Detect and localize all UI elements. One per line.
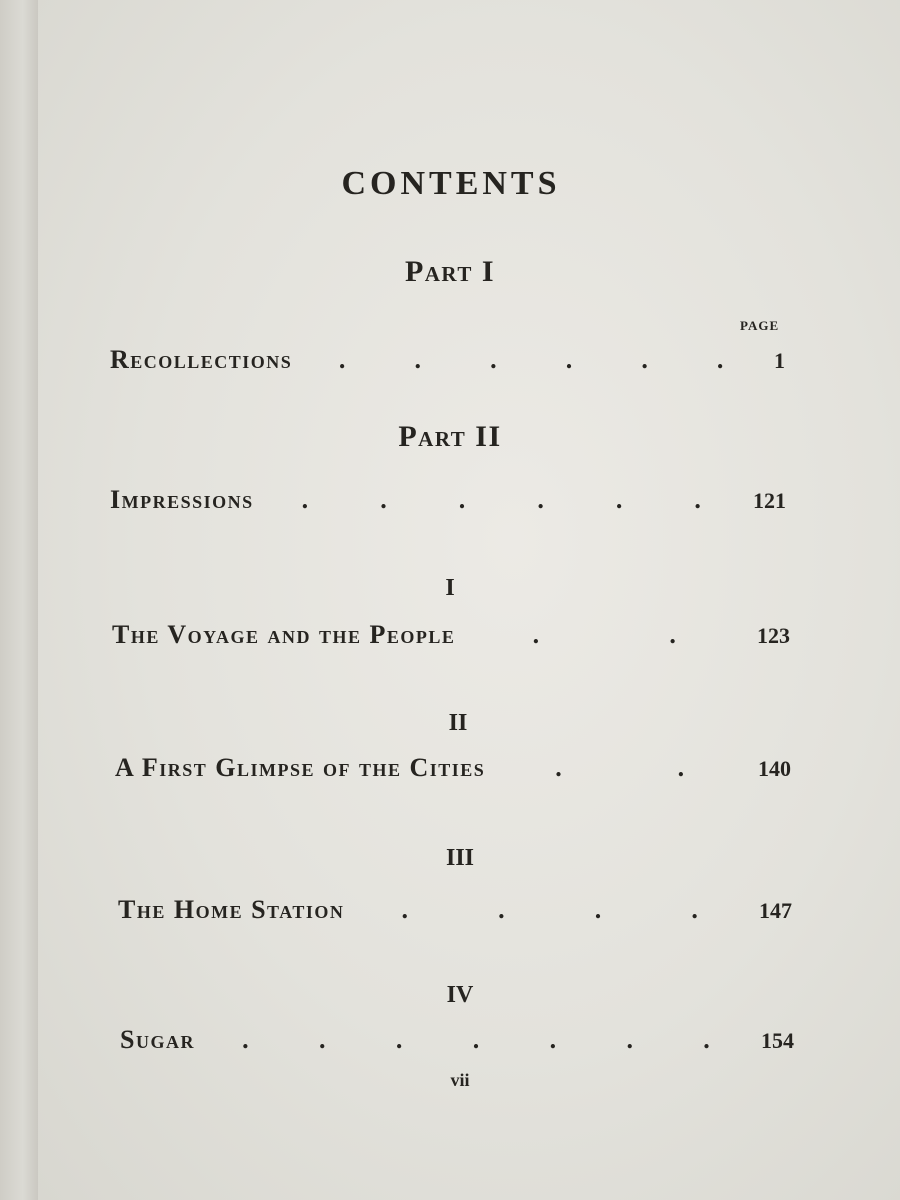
page-column-label: PAGE bbox=[740, 318, 780, 333]
leader-dots bbox=[195, 1025, 761, 1055]
leader-dot: . bbox=[594, 895, 602, 924]
leader-dot: . bbox=[380, 485, 387, 514]
leader-dot: . bbox=[301, 485, 309, 514]
part-heading-2: Part II bbox=[398, 420, 502, 453]
leader-dot: . bbox=[555, 753, 562, 782]
chapter-numeral-2: II bbox=[448, 710, 468, 736]
leader-dots bbox=[292, 345, 774, 375]
toc-entry-sugar[interactable] bbox=[120, 1025, 794, 1055]
toc-entry-title: Sugar bbox=[120, 1025, 195, 1054]
toc-entry-title: Impressions bbox=[110, 485, 254, 514]
chapter-numeral-3: III bbox=[445, 845, 475, 871]
leader-dots bbox=[344, 895, 759, 925]
leader-dot: . bbox=[532, 620, 540, 649]
leader-dot: . bbox=[490, 345, 497, 374]
leader-dot: . bbox=[694, 485, 701, 514]
contents-title: CONTENTS bbox=[341, 165, 561, 202]
leader-dot: . bbox=[242, 1025, 249, 1054]
toc-entry-page: 121 bbox=[753, 488, 786, 513]
leader-dot: . bbox=[401, 895, 408, 924]
leader-dot: . bbox=[615, 485, 623, 514]
toc-entry-title: The Home Station bbox=[118, 895, 345, 924]
toc-entry-page: 140 bbox=[758, 756, 791, 781]
leader-dot: . bbox=[549, 1025, 557, 1054]
leader-dot: . bbox=[716, 345, 724, 374]
toc-entry-first-glimpse[interactable] bbox=[115, 753, 791, 783]
leader-dot: . bbox=[472, 1025, 480, 1054]
chapter-numeral-1: I bbox=[445, 575, 455, 601]
leader-dots bbox=[254, 485, 753, 515]
leader-dots bbox=[485, 753, 758, 783]
page-folio: vii bbox=[450, 1070, 470, 1090]
toc-entry-title: The Voyage and the People bbox=[112, 620, 456, 649]
toc-entry-title: Recollections bbox=[110, 345, 293, 374]
leader-dots bbox=[455, 620, 757, 650]
leader-dot: . bbox=[414, 345, 421, 374]
leader-dot: . bbox=[565, 345, 573, 374]
part-heading-1: Part I bbox=[404, 255, 496, 288]
leader-dot: . bbox=[395, 1025, 403, 1054]
leader-dot: . bbox=[338, 345, 346, 374]
toc-entry-page: 123 bbox=[757, 623, 790, 648]
leader-dot: . bbox=[498, 895, 505, 924]
toc-entry-page: 147 bbox=[759, 898, 792, 923]
leader-dot: . bbox=[537, 485, 544, 514]
toc-entry-title: A First Glimpse of the Cities bbox=[115, 753, 486, 782]
toc-entry-recollections[interactable] bbox=[110, 345, 785, 375]
leader-dot: . bbox=[458, 485, 466, 514]
leader-dot: . bbox=[677, 753, 685, 782]
leader-dot: . bbox=[641, 345, 648, 374]
chapter-numeral-4: IV bbox=[446, 982, 474, 1008]
toc-entry-page: 1 bbox=[774, 348, 785, 373]
leader-dot: . bbox=[319, 1025, 326, 1054]
leader-dot: . bbox=[691, 895, 698, 924]
leader-dot: . bbox=[703, 1025, 710, 1054]
toc-entry-impressions[interactable] bbox=[110, 485, 786, 515]
toc-entry-voyage[interactable] bbox=[112, 620, 790, 650]
leader-dot: . bbox=[626, 1025, 633, 1054]
toc-entry-home-station[interactable] bbox=[118, 895, 792, 925]
leader-dot: . bbox=[669, 620, 676, 649]
toc-entry-page: 154 bbox=[761, 1028, 794, 1053]
